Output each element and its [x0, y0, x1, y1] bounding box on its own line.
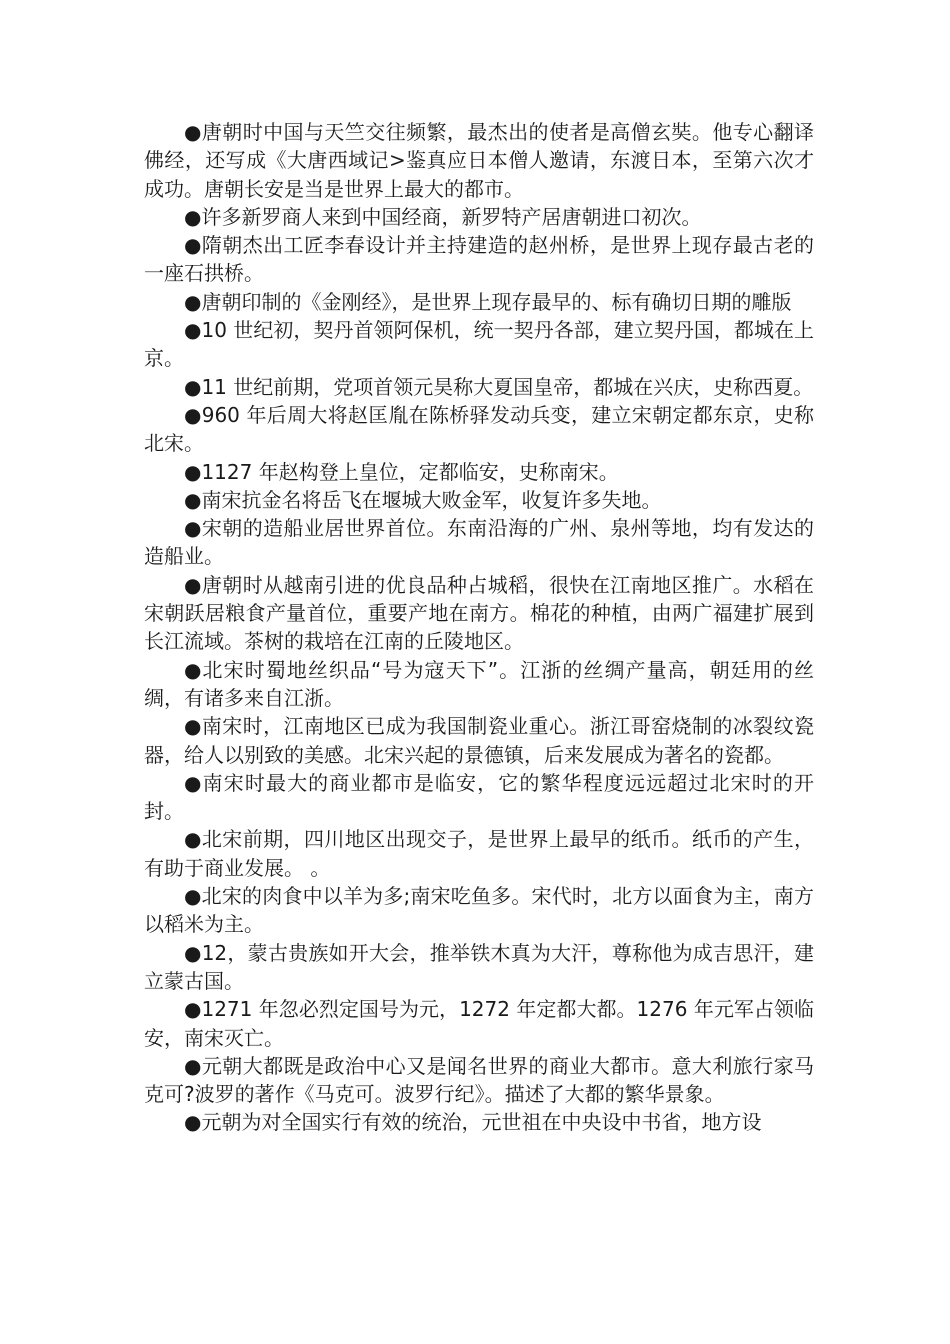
- paragraph-khitan: ●10 世纪初，契丹首领阿保机，统一契丹各部，建立契丹国，都城在上京。: [144, 318, 814, 371]
- paragraph-diamond-sutra: ●唐朝印制的《金刚经》，是世界上现存最早的、标有确切日期的雕版: [184, 289, 792, 314]
- paragraph-yuan-administration: ●元朝为对全国实行有效的统治，元世祖在中央设中书省，地方设: [184, 1110, 762, 1135]
- paragraph-lin-an: ●南宋时最大的商业都市是临安，它的繁华程度远远超过北宋时的开封。: [144, 770, 814, 824]
- document-body: [144, 118, 814, 1137]
- paragraph-yue-fei: ●南宋抗金名将岳飞在堰城大败金军，收复许多失地。: [184, 487, 662, 512]
- paragraph-diet: ●北宋的肉食中以羊为多;南宋吃鱼多。宋代时，北方以面食为主，南方以稻米为主。: [144, 884, 814, 937]
- paragraph-silla-merchants: ●许多新罗商人来到中国经商，新罗特产居唐朝进口初次。: [184, 204, 702, 229]
- paragraph-tang-tianzhu: ●唐朝时中国与天竺交往频繁，最杰出的使者是高僧玄奘。他专心翻译佛经，还写成《大唐西域记>鉴真应日本僧人邀请，东渡日本，至第六次才成功。唐朝长安是当是世界上最大的都市。: [144, 120, 814, 201]
- paragraph-porcelain: ●南宋时，江南地区已成为我国制瓷业重心。浙江哥窑烧制的冰裂纹瓷器，给人以别致的美感。北宋兴起的景德镇，后来发展成为著名的瓷都。: [144, 714, 814, 767]
- paragraph-northern-song: ●960 年后周大将赵匡胤在陈桥驿发动兵变，建立宋朝定都东京，史称北宋。: [144, 402, 814, 456]
- paragraph-southern-song: ●1127 年赵构登上皇位，定都临安，史称南宋。: [184, 459, 619, 484]
- paragraph-genghis-khan: ●12，蒙古贵族如开大会，推举铁木真为大汗，尊称他为成吉思汗，建立蒙古国。: [144, 940, 814, 993]
- paragraph-shipbuilding: ●宋朝的造船业居世界首位。东南沿海的广州、泉州等地，均有发达的造船业。: [144, 516, 814, 569]
- paragraph-zhaozhou-bridge: ●隋朝杰出工匠李春设计并主持建造的赵州桥，是世界上现存最古老的一座石拱桥。: [144, 233, 814, 286]
- paragraph-dadu: ●元朝大都既是政治中心又是闻名世界的商业大都市。意大利旅行家马克可?波罗的著作《马克可。波罗行纪》。描述了大都的繁华景象。: [144, 1053, 814, 1107]
- paragraph-yuan-founding: ●1271 年忽必烈定国号为元，1272 年定都大都。1276 年元军占领临安，南宋灭亡。: [144, 997, 814, 1050]
- paragraph-western-xia: ●11 世纪前期，党项首领元昊称大夏国皇帝，都城在兴庆，史称西夏。: [184, 374, 814, 399]
- paragraph-jiaozi: ●北宋前期，四川地区出现交子，是世界上最早的纸币。纸币的产生，有助于商业发展。 。: [144, 827, 814, 880]
- paragraph-agriculture: ●唐朝时从越南引进的优良品种占城稻，很快在江南地区推广。水稻在宋朝跃居粮食产量首位，重要产地在南方。棉花的种植，由两广福建扩展到长江流域。茶树的栽培在江南的丘陵地区。: [144, 572, 814, 654]
- paragraph-silk: ●北宋时蜀地丝织品“号为寇天下”。江浙的丝绸产量高，朝廷用的丝绸，有诸多来自江浙。: [144, 657, 814, 710]
